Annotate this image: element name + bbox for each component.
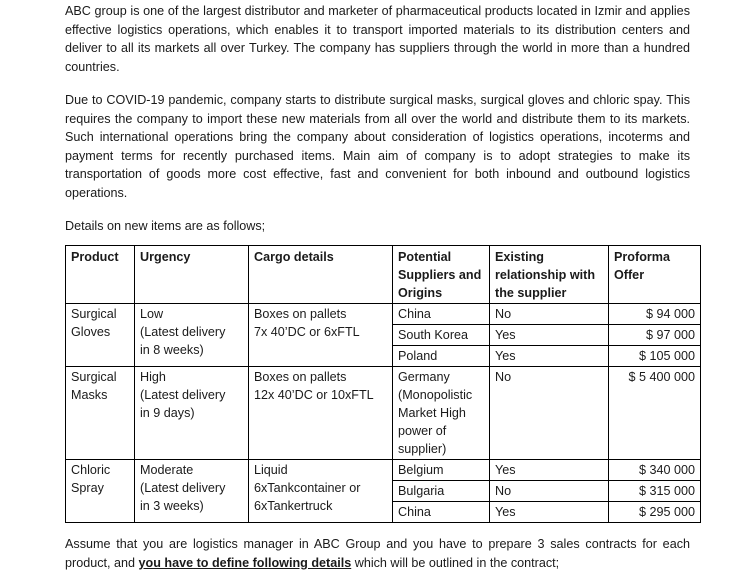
masks-existing: No <box>490 367 609 460</box>
gloves-supplier: South Korea <box>393 325 490 346</box>
table-row <box>66 304 701 325</box>
table-row <box>66 367 701 460</box>
header-existing: Existing relationship with the supplier <box>490 246 609 304</box>
masks-offer: $ 5 400 000 <box>609 367 701 460</box>
masks-urgency: High (Latest delivery in 9 days) <box>135 367 249 460</box>
gloves-offer: $ 97 000 <box>609 325 701 346</box>
details-paragraph: Details on new items are as follows; <box>65 219 266 233</box>
masks-supplier: Germany (Monopolistic Market High power of supplier) <box>393 367 490 460</box>
gloves-existing: Yes <box>490 325 609 346</box>
gloves-supplier: China <box>393 304 490 325</box>
header-cargo: Cargo details <box>249 246 393 304</box>
header-urgency: Urgency <box>135 246 249 304</box>
assume-paragraph <box>65 535 690 572</box>
assume-text-end: which will be outlined in the contract; <box>351 555 560 570</box>
spray-existing: Yes <box>490 460 609 481</box>
intro-paragraph: ABC group is one of the largest distributor and marketer of pharmaceutical products located in Izmir and applies effective logistics operations, which enables it to transport imported materials to its distribution centers and deliver to all its markets all over Turkey. The company has suppliers through the world in more than a hundred countries. <box>65 4 690 74</box>
spray-supplier: China <box>393 502 490 523</box>
header-suppliers: Potential Suppliers and Origins <box>393 246 490 304</box>
spray-offer: $ 315 000 <box>609 481 701 502</box>
spray-product: Chloric Spray <box>66 460 135 523</box>
gloves-existing: Yes <box>490 346 609 367</box>
gloves-existing: No <box>490 304 609 325</box>
gloves-cargo: Boxes on pallets 7x 40’DC or 6xFTL <box>249 304 393 367</box>
gloves-offer: $ 94 000 <box>609 304 701 325</box>
gloves-offer: $ 105 000 <box>609 346 701 367</box>
gloves-product: Surgical Gloves <box>66 304 135 367</box>
table-header-row <box>66 246 701 304</box>
gloves-urgency: Low (Latest delivery in 8 weeks) <box>135 304 249 367</box>
masks-cargo: Boxes on pallets 12x 40’DC or 10xFTL <box>249 367 393 460</box>
table-row <box>66 460 701 481</box>
spray-supplier: Bulgaria <box>393 481 490 502</box>
spray-existing: No <box>490 481 609 502</box>
assume-underlined-text: you have to define following details <box>138 555 352 570</box>
spray-urgency: Moderate (Latest delivery in 3 weeks) <box>135 460 249 523</box>
header-product: Product <box>66 246 135 304</box>
spray-offer: $ 295 000 <box>609 502 701 523</box>
header-offer: Proforma Offer <box>609 246 701 304</box>
gloves-supplier: Poland <box>393 346 490 367</box>
spray-offer: $ 340 000 <box>609 460 701 481</box>
spray-supplier: Belgium <box>393 460 490 481</box>
items-table <box>65 245 701 523</box>
covid-paragraph: Due to COVID-19 pandemic, company starts to distribute surgical masks, surgical gloves and chloric spay. This requires the company to import these new materials from all over the world and distribute them to its markets. Such international operations bring the company about consideration of logistics operations, incoterms and payment terms for recently purchased items. Main aim of company is to adopt strategies to make its transportation of goods more cost effective, fast and convenient for both inbound and outbound logistics operations. <box>65 93 690 200</box>
spray-cargo: Liquid 6xTankcontainer or 6xTankertruck <box>249 460 393 523</box>
spray-existing: Yes <box>490 502 609 523</box>
masks-product: Surgical Masks <box>66 367 135 460</box>
assume-text-start: Assume that you are logistics manager in ABC Group and you have to prepare 3 sales contracts for each product, and <box>65 537 690 570</box>
